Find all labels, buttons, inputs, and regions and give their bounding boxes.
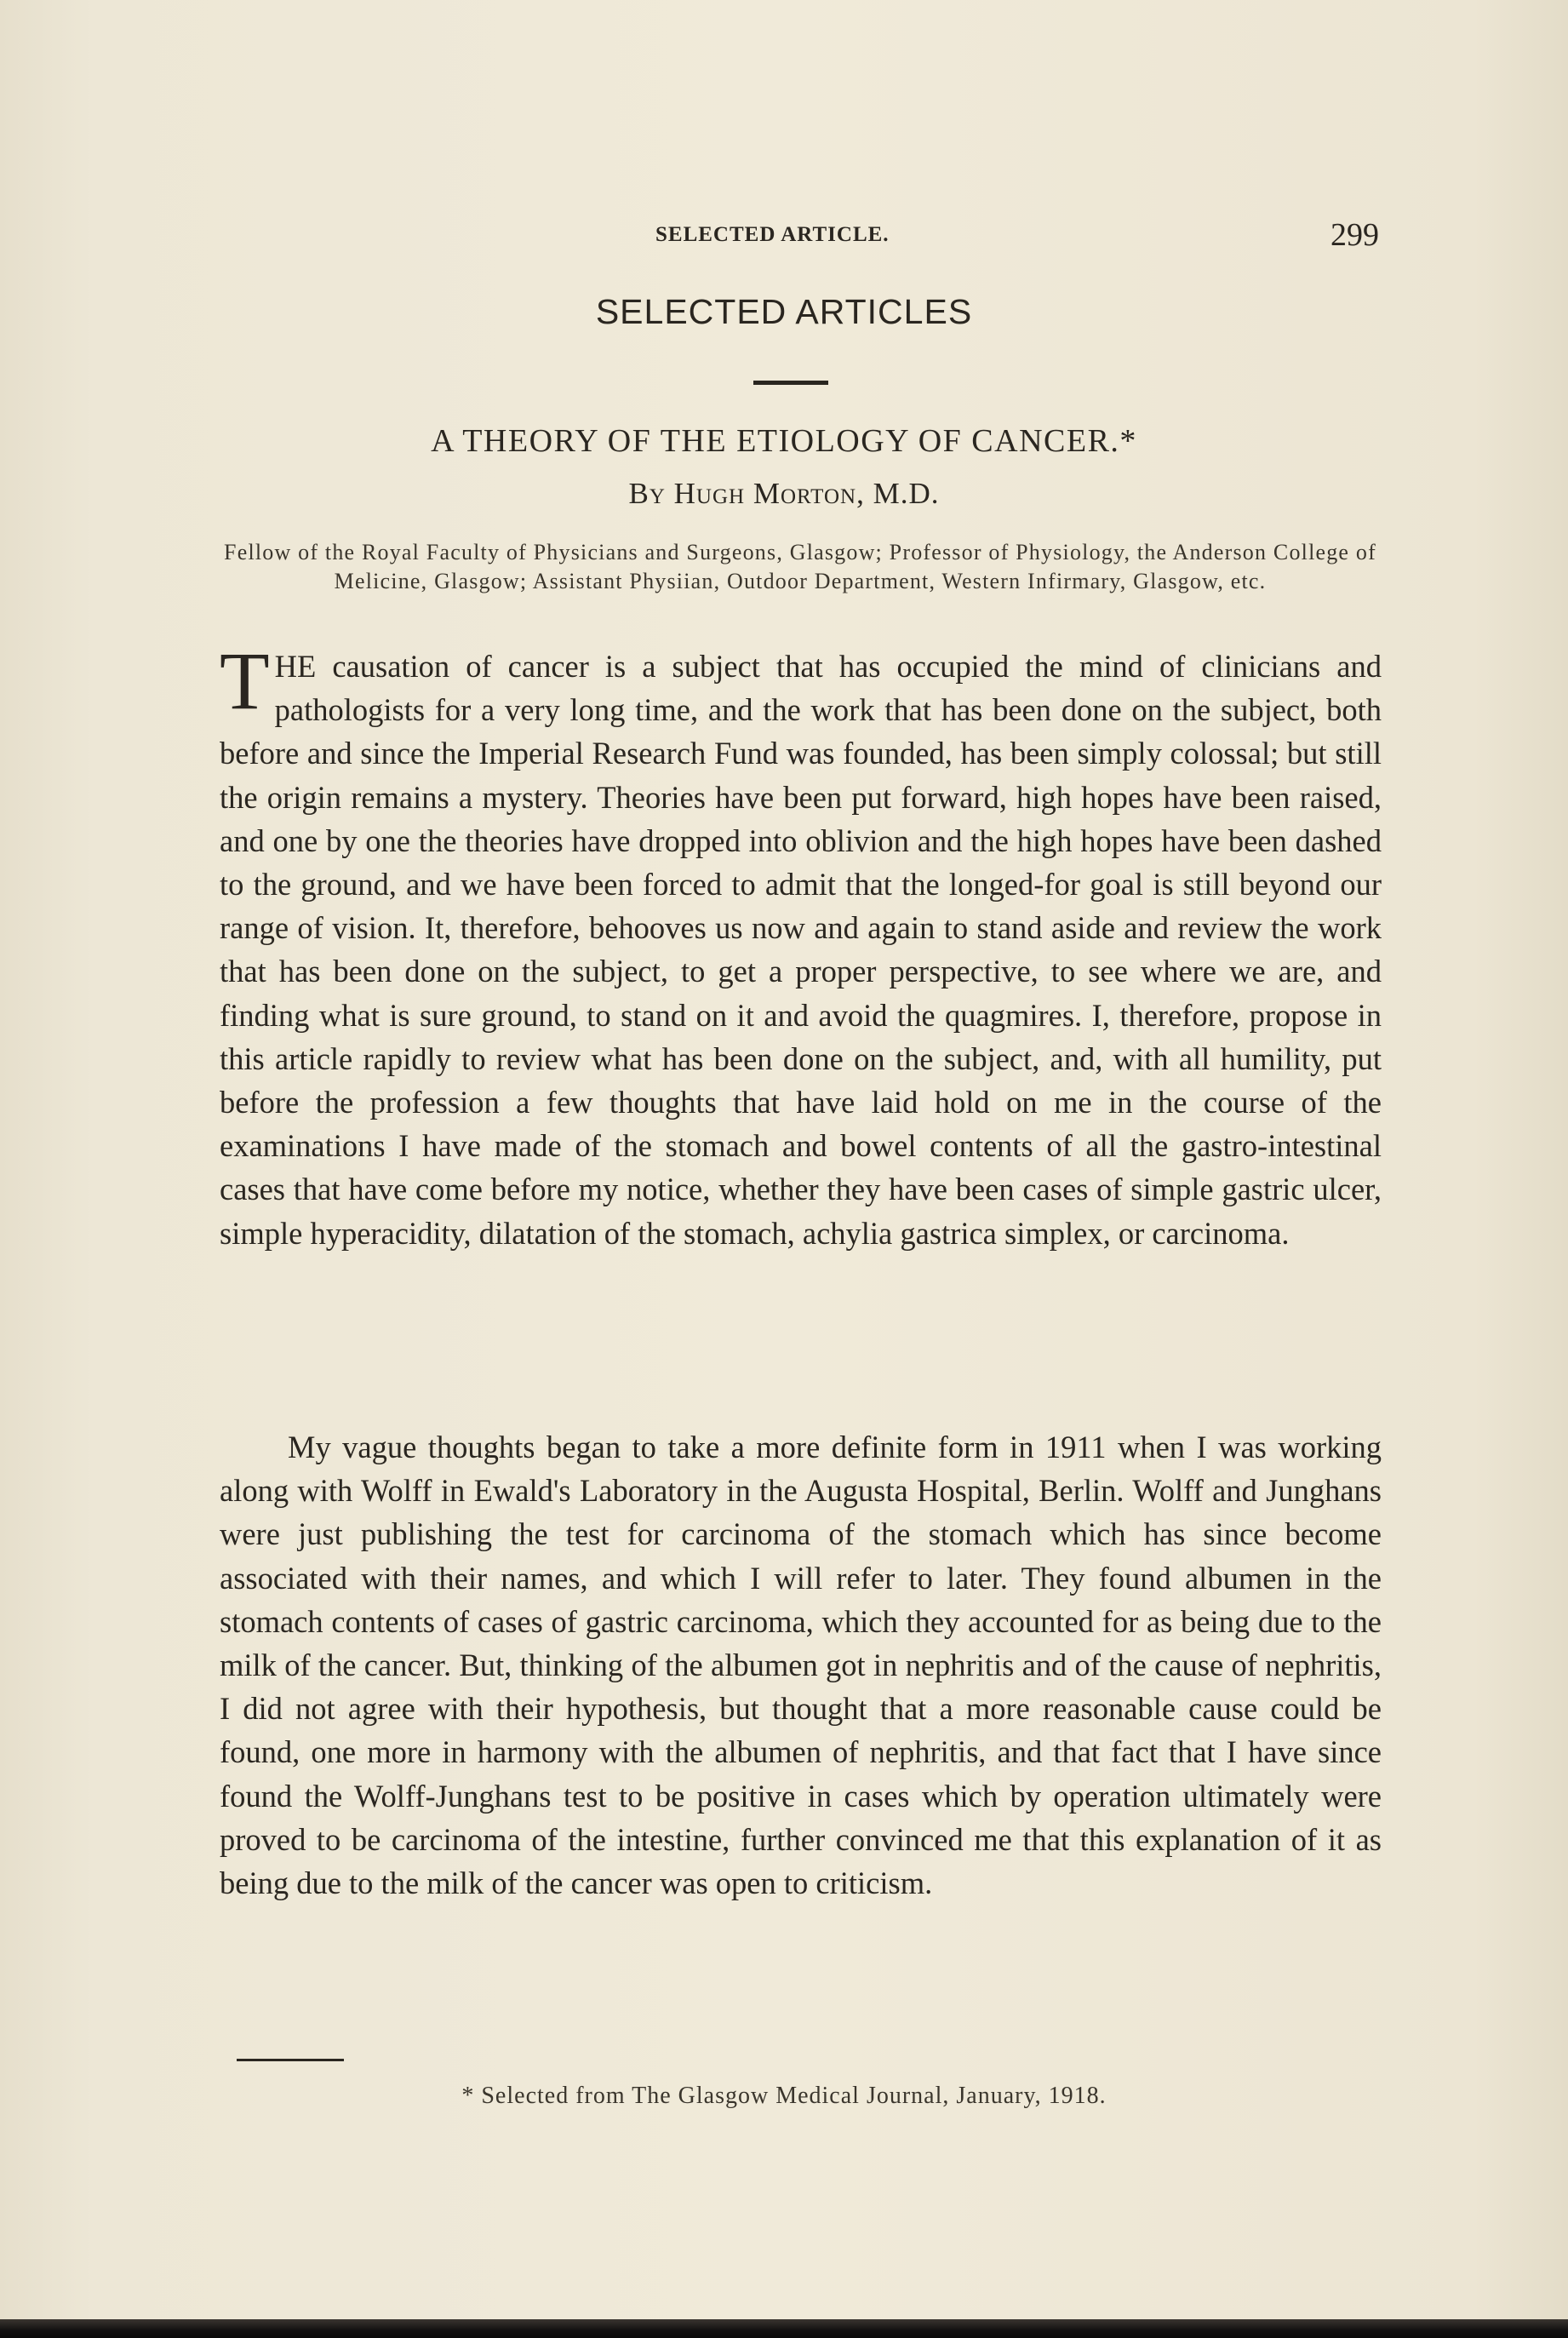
drop-cap: T <box>220 635 270 726</box>
title-rule <box>753 381 828 385</box>
footnote: * Selected from The Glasgow Medical Journal, January, 1918. <box>461 2083 1107 2109</box>
paragraph-1-text: HE causation of cancer is a subject that has occupied the mind of clinicians and pathologists for a very long time, and the work that has been done on the subject, both before and since the Imperial Research Fund was founded, has been simply colossal; but still the origin remains a mystery. Theories have been put forward, high hopes have been raised, and one by one the theories have dropped into oblivion and the high hopes have been dashed to the ground, and we have been forced to admit that the longed-for goal is still beyond our range of vision. It, therefore, behooves us now and again to stand aside and review the work that has been done on the subject, to get a proper perspective, to see where we are, and finding what is sure ground, to stand on it and avoid the quagmires. I, therefore, propose in this article rapidly to review what has been done on the subject, and, with all humility, put before the profession a few thoughts that have laid hold on me in the course of the examinations I have made of the stomach and bowel contents of all the gastro-intestinal cases that have come before my notice, whether they have been cases of simple gastric ulcer, simple hyperacidity, dilatation of the stomach, achylia gastrica simplex, or carcinoma. <box>220 649 1382 1251</box>
article-body <box>220 635 1382 1901</box>
paragraph-1 <box>220 635 1382 1255</box>
page-number: 299 <box>1331 217 1379 253</box>
running-head <box>221 216 1379 253</box>
footnote-rule <box>237 2059 344 2061</box>
article-title: A THEORY OF THE ETIOLOGY OF CANCER.* <box>431 423 1137 459</box>
page-bottom-edge <box>0 2319 1568 2338</box>
section-title: SELECTED ARTICLES <box>595 292 973 331</box>
author-affiliation: Fellow of the Royal Faculty of Physicians and Surgeons, Glasgow; Professor of Physiology, the Anderson College of Melicine, Glasgow; Assistant Physiian, Outdoor Department, Western Infirmary, Glasgow, etc. <box>224 540 1376 593</box>
paragraph-2: My vague thoughts began to take a more definite form in 1911 when I was working along with Wolff in Ewald's Laboratory in the Augusta Hospital, Berlin. Wolff and Junghans were just publishing the test for carcinoma of the stomach which has since become associated with their names, and which I will refer to later. They found albumen in the stomach contents of cases of gastric carcinoma, which they accounted for as being due to the milk of the cancer. But, thinking of the albumen got in nephritis and of the cause of nephritis, I did not agree with their hypothesis, but thought that a more reasonable cause could be found, one more in harmony with the albumen of nephritis, and that fact that I have since found the Wolff-Junghans test to be positive in cases which by operation ultimately were proved to be carcinoma of the intestine, further convinced me that this explanation of it as being due to the milk of the cancer was open to criticism. <box>220 1430 1382 1901</box>
author-byline: By Hugh Morton, M.D. <box>628 477 940 510</box>
running-head-title: SELECTED ARTICLE. <box>655 223 890 246</box>
